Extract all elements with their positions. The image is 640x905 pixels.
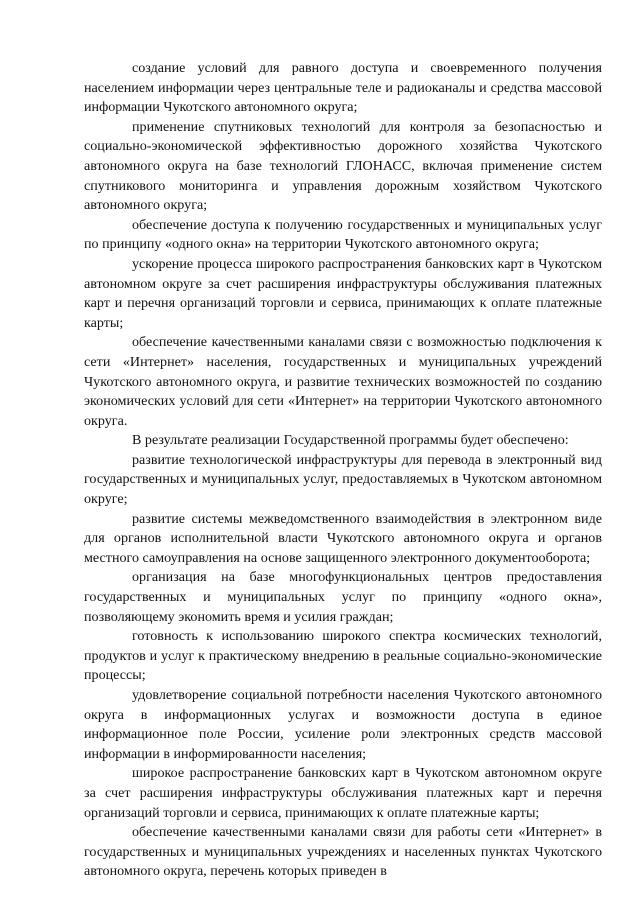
paragraph-tech-infrastructure: развитие технологической инфраструктуры для перевода в электронный вид государственных и муниципальных услуг, предоставляемых в Чукотском автономном округе; [84, 451, 602, 508]
paragraph-space-technologies: готовность к использованию широкого спектра космических технологий, продуктов и услуг к практическому внедрению в реальные социально-экономические процессы; [84, 628, 602, 684]
paragraph-interagency-system: развитие системы межведомственного взаимодействия в электронном виде для органов исполнительной власти Чукотского автономного округа и органов местного самоуправления на основе защищенного электронного документооборота; [84, 510, 602, 566]
paragraph-social-needs: удовлетворение социальной потребности населения Чукотского автономного округа в информационных услугах и возможности доступа в единое информационное поле России, усиление роли электронных средств массовой информации в информированности населения; [84, 687, 602, 762]
paragraph-results-intro: В результате реализации Государственной программы будет обеспечено: [132, 432, 569, 449]
paragraph-satellite-glonass: применение спутниковых технологий для контроля за безопасностью и социально-экономической эффективностью дорожного хозяйства Чукотского автономного округа на базе технологий ГЛОНАСС, включая применение систем спутникового мониторинга и управления дорожным хозяйством Чукотского автономного округа; [84, 118, 602, 214]
paragraph-bank-cards-spread: широкое распространение банковских карт в Чукотском автономном округе за счет расширения инфраструктуры обслуживания платежных карт и перечня организаций торговли и сервиса, принимающих к оплате платежные карты; [84, 765, 602, 821]
paragraph-equal-access-media: создание условий для равного доступа и своевременного получения населением информации через центральные теле и радиоканалы и средства массовой информации Чукотского автономного округа; [84, 60, 602, 116]
document-page [84, 59, 602, 882]
paragraph-one-window-access: обеспечение доступа к получению государственных и муниципальных услуг по принципу «одного окна» на территории Чукотского автономного округа; [84, 216, 602, 253]
paragraph-mfc-organization: организация на базе многофункциональных центров предоставления государственных и муниципальных услуг по принципу «одного окна», позволяющему экономить время и усилия граждан; [84, 569, 602, 625]
paragraph-bank-cards-acceleration: ускорение процесса широкого распространения банковских карт в Чукотском автономном округе за счет расширения инфраструктуры обслуживания платежных карт и перечня организаций торговли и сервиса, принимающих к оплате платежные карты; [84, 255, 602, 331]
paragraph-internet-institutions: обеспечение качественными каналами связи для работы сети «Интернет» в государственных и муниципальных учреждениях и населенных пунктах Чукотского автономного округа, перечень которых приведен в [84, 824, 602, 880]
paragraph-internet-connection: обеспечение качественными каналами связи с возможностью подключения к сети «Интернет» населения, государственных и муниципальных учреждений Чукотского автономного округа, и развитие технических возможностей по созданию экономических условий для сети «Интернет» на территории Чукотского автономного округа. [84, 334, 602, 429]
